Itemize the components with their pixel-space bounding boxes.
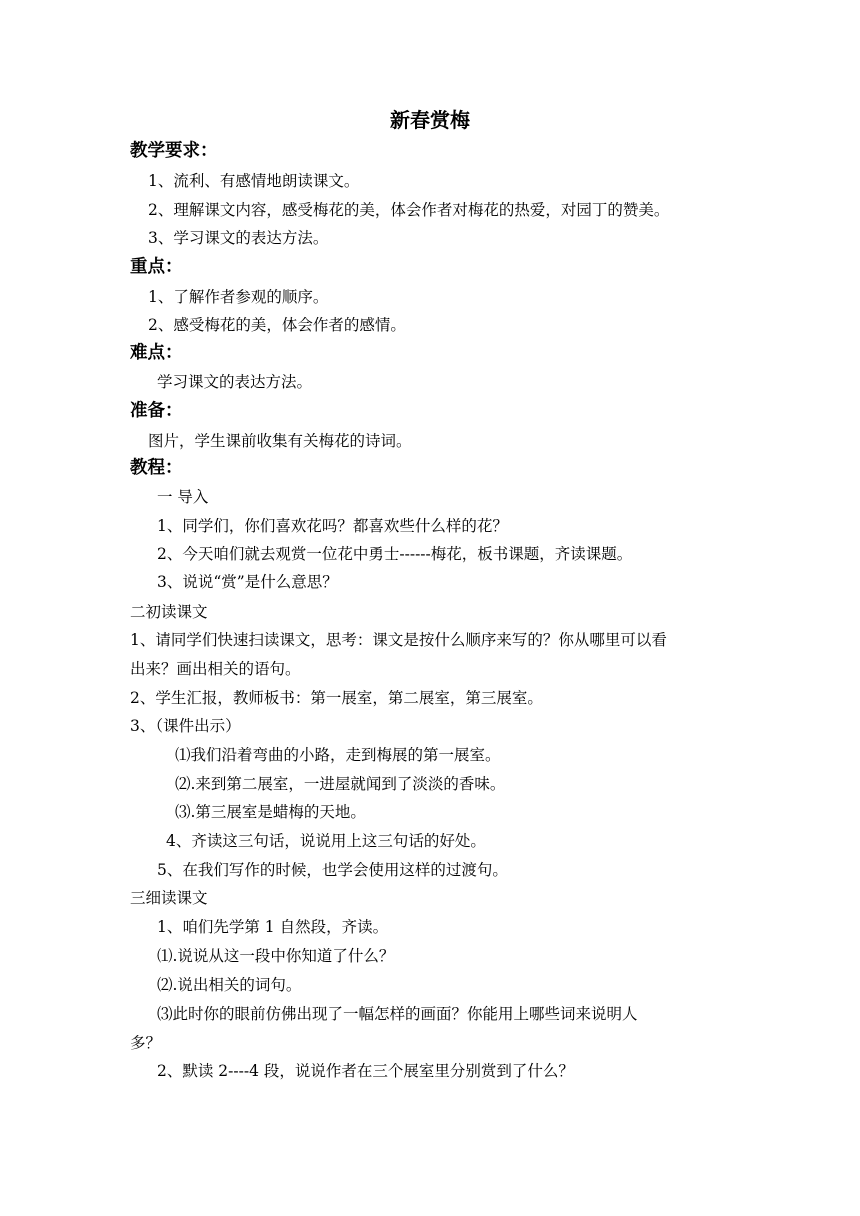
document-title: 新春赏梅 [390, 108, 470, 132]
requirements-item-3: 3、学习课文的表达方法。 [148, 229, 329, 247]
procedure-line: 5、在我们写作的时候，也学会使用这样的过渡句。 [157, 861, 508, 879]
procedure-line: 2、默读 2----4 段，说说作者在三个展室里分别赏到了什么？ [157, 1062, 574, 1080]
procedure-line: 1、请同学们快速扫读课文，思考：课文是按什么顺序来写的？你从哪里可以看 [130, 631, 667, 649]
requirements-item-1: 1、流利、有感情地朗读课文。 [148, 172, 360, 190]
requirements-heading: 教学要求： [130, 141, 218, 161]
procedure-line: ⑴.说说从这一段中你知道了什么？ [157, 947, 395, 965]
key-points-item-1: 1、了解作者参观的顺序。 [148, 288, 329, 306]
requirements-item-2: 2、理解课文内容，感受梅花的美，体会作者对梅花的热爱，对园丁的赞美。 [148, 201, 670, 219]
procedure-line: 1、咱们先学第 1 自然段，齐读。 [157, 918, 389, 936]
procedure-line: ⑵.来到第二展室，一进屋就闻到了淡淡的香味。 [175, 775, 506, 793]
difficulties-item-1: 学习课文的表达方法。 [157, 373, 313, 391]
preparation-heading: 准备： [130, 401, 183, 421]
procedure-line: 二初读课文 [130, 603, 208, 621]
procedure-line: 多？ [130, 1034, 162, 1052]
procedure-line: ⑵.说出相关的词句。 [157, 976, 302, 994]
procedure-line: ⑶此时你的眼前仿佛出现了一幅怎样的画面？你能用上哪些词来说明人 [157, 1005, 638, 1023]
procedure-line: 4、齐读这三句话，说说用上这三句话的好处。 [166, 832, 486, 850]
procedure-line: 2、学生汇报，教师板书：第一展室，第二展室，第三展室。 [130, 689, 543, 707]
procedure-line: ⑴我们沿着弯曲的小路，走到梅展的第一展室。 [175, 746, 501, 764]
procedure-line: 2、今天咱们就去观赏一位花中勇士------梅花，板书课题，齐读课题。 [157, 545, 633, 563]
key-points-item-2: 2、感受梅花的美，体会作者的感情。 [148, 316, 406, 334]
procedure-line: 一 导入 [157, 488, 209, 506]
procedure-line: 出来？画出相关的语句。 [130, 660, 301, 678]
key-points-heading: 重点： [130, 257, 183, 277]
procedure-line: 3、说说“赏”是什么意思？ [157, 573, 338, 591]
procedure-heading: 教程： [130, 458, 183, 478]
procedure-line: ⑶.第三展室是蜡梅的天地。 [175, 803, 366, 821]
difficulties-heading: 难点： [130, 343, 183, 363]
procedure-line: 三细读课文 [130, 889, 208, 907]
procedure-line: 3、（课件出示） [130, 717, 241, 735]
preparation-item-1: 图片，学生课前收集有关梅花的诗词。 [148, 432, 412, 450]
procedure-line: 1、同学们，你们喜欢花吗？都喜欢些什么样的花？ [157, 517, 508, 535]
